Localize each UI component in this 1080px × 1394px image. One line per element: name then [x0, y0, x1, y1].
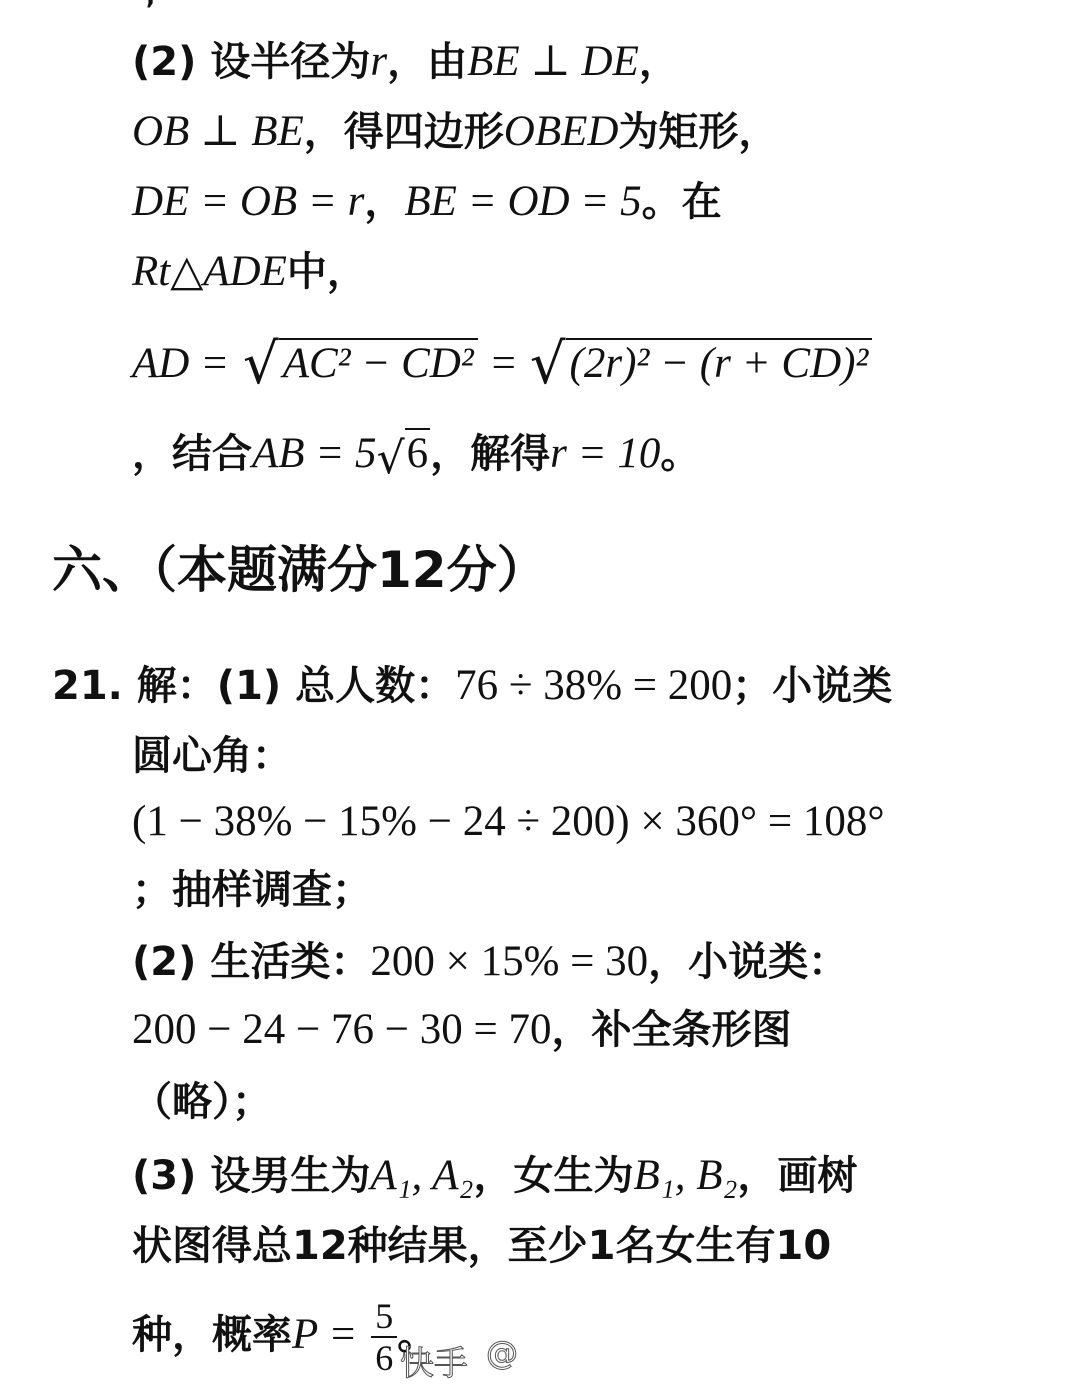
- text: 中，: [286, 249, 367, 295]
- math: Rt△ADE: [132, 248, 287, 295]
- text: 。: [660, 431, 701, 477]
- math: BE = OD = 5: [404, 178, 642, 225]
- section-heading: 六、（本题满分12分）: [52, 541, 547, 599]
- math: P =: [292, 1311, 358, 1358]
- text: 。在: [641, 179, 722, 225]
- radicand: AC² − CD²: [279, 338, 478, 388]
- math: BE ⊥ DE: [467, 38, 639, 85]
- top-mark: [146, 0, 155, 22]
- text: (2) 设半径为: [132, 39, 371, 85]
- math: 76 ÷ 38% = 200: [455, 662, 733, 709]
- radical-1: [243, 332, 478, 397]
- math: OBED: [503, 108, 619, 155]
- q21-line6: [132, 1004, 792, 1056]
- text: ，由: [387, 39, 468, 85]
- math: r = 10: [550, 430, 661, 477]
- q21-line1: [52, 660, 892, 712]
- math: B₁, B₂: [633, 1152, 738, 1199]
- text: ，得四边形: [303, 109, 504, 155]
- text: ，补全条形图: [551, 1007, 792, 1053]
- text: ，小说类：: [648, 939, 849, 985]
- math: AB = 5: [252, 430, 377, 477]
- math: AD =: [132, 340, 230, 387]
- part2-line6: [132, 428, 700, 485]
- math: OB ⊥ BE: [132, 108, 304, 155]
- math: A₁, A₂: [370, 1152, 474, 1199]
- part2-line5: [132, 332, 872, 397]
- math: 200 × 15% = 30: [370, 938, 649, 985]
- math: (1 − 38% − 15% − 24 ÷ 200) × 360° = 108°: [132, 798, 885, 845]
- text: ；小说类: [732, 663, 893, 709]
- radicand: 6: [406, 430, 429, 477]
- q21-line8: [132, 1150, 857, 1202]
- text: ，解得: [430, 431, 551, 477]
- numerator: 5: [371, 1296, 397, 1338]
- sqrt-symbol: √: [376, 433, 405, 484]
- part2-line2: [132, 106, 778, 158]
- text: ，画树: [737, 1153, 858, 1199]
- text: ，女生为: [473, 1153, 634, 1199]
- text: (2) 生活类：: [132, 939, 371, 985]
- math: 200 − 24 − 76 − 30 = 70: [132, 1006, 552, 1053]
- text: 21. 解：(1) 总人数：: [52, 663, 456, 709]
- part2-line4: [132, 246, 367, 298]
- radicand: (2r)² − (r + CD)²: [566, 338, 873, 388]
- q21-line3: [132, 796, 885, 848]
- q21-line4: ；抽样调查；: [132, 867, 372, 913]
- part2-line3: [132, 176, 722, 228]
- math: r: [370, 38, 388, 85]
- radical-2: [529, 332, 872, 397]
- denominator: 6: [375, 1338, 394, 1378]
- text: 为矩形，: [618, 109, 779, 155]
- sqrt-symbol: √: [243, 332, 279, 397]
- text: ，结合: [132, 431, 252, 477]
- text: ，: [638, 39, 679, 85]
- equals: =: [491, 340, 516, 387]
- text: 。: [397, 1312, 438, 1358]
- q21-line5: [132, 936, 848, 988]
- part2-line1: [132, 36, 679, 88]
- q21-line9: 状图得总12种结果，至少1名女生有10: [132, 1223, 832, 1269]
- q21-line10: [132, 1296, 437, 1378]
- sqrt-symbol: √: [529, 332, 566, 397]
- watermark-at: @: [486, 1334, 518, 1372]
- q21-line7: （略）；: [132, 1079, 272, 1125]
- fraction: [371, 1296, 397, 1378]
- text: (3) 设男生为: [132, 1153, 371, 1199]
- text: 种，概率: [132, 1312, 292, 1358]
- radical-3: [377, 428, 431, 485]
- text: ，: [364, 179, 405, 225]
- math: DE = OB = r: [132, 178, 365, 225]
- q21-line2: 圆心角：: [132, 733, 292, 779]
- watermark-logo: 快手: [400, 1344, 468, 1384]
